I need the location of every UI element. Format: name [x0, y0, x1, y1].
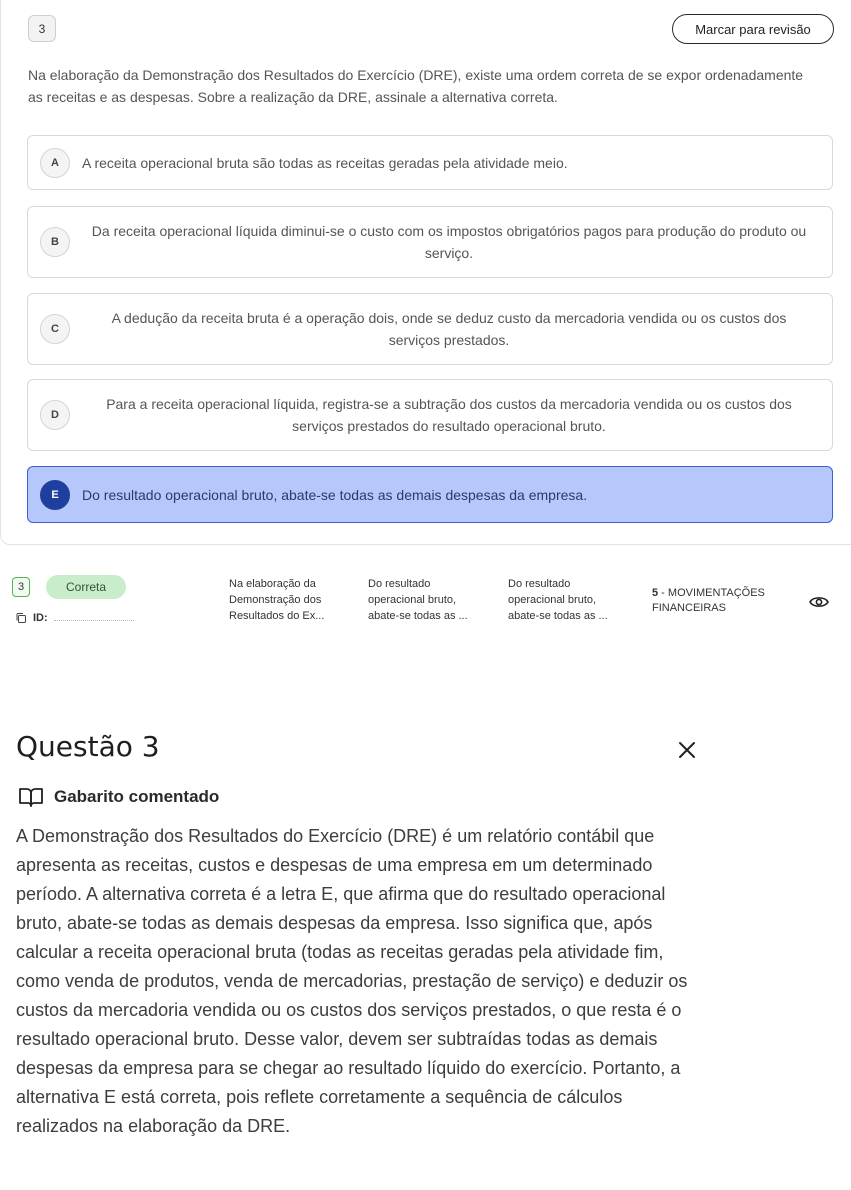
mark-for-review-button[interactable]: Marcar para revisão	[672, 14, 834, 44]
id-value-redacted	[54, 615, 134, 621]
option-letter-d: D	[40, 400, 70, 430]
option-letter-e: E	[40, 480, 70, 510]
commentary-text: A Demonstração dos Resultados do Exercício (DRE) é um relatório contábil que apresenta as receitas, custos e despesas de uma empresa em um determinado período. A alternativa correta é a letra E, que afirma que do resultado operacional bruto, abate-se todas as demais despesas da empresa. Isso significa que, após calcular a receita operacional bruta (todas as receitas geradas pela atividade fim, como venda de produtos, venda de mercadorias, prestação de serviço) e deduzir os custos da mercadoria vendida ou os custos dos serviços prestados, o que resta é o resultado operacional bruto. Desse valor, devem ser subtraídas todas as demais despesas da empresa para se chegar ao resultado líquido do exercício. Portanto, a alternativa E está correta, pois reflete corretamente a sequência de cálculos realizados na elaboração da DRE.	[16, 826, 688, 1136]
result-statement-cell: Na elaboração da Demonstração dos Resultados do Ex...	[229, 578, 325, 622]
option-text-a: A receita operacional bruta são todas as receitas geradas pela atividade meio.	[82, 154, 568, 171]
option-text-d: Para a receita operacional líquida, registra-se a subtração dos custos da mercadoria vendida ou os custos dos serviços prestados do resultado operacional bruto.	[106, 396, 792, 434]
option-d[interactable]	[27, 379, 833, 451]
result-topic-cell	[652, 586, 782, 616]
topic-number: 5	[652, 587, 659, 599]
commentary-title: Questão 3	[16, 730, 160, 763]
topic-name: - MOVIMENTAÇÕES FINANCEIRAS	[652, 587, 765, 614]
copy-icon[interactable]	[15, 612, 27, 624]
question-id	[15, 612, 134, 624]
result-question-number: 3	[12, 577, 30, 597]
option-text-e: Do resultado operacional bruto, abate-se todas as demais despesas da empresa.	[82, 486, 588, 503]
commentary-heading-text: Gabarito comentado	[54, 787, 220, 806]
option-c[interactable]	[27, 293, 833, 365]
status-badge: Correta	[46, 575, 126, 599]
open-book-icon	[18, 786, 44, 808]
option-b[interactable]	[27, 206, 833, 278]
result-answer-given-cell: Do resultado operacional bruto, abate-se todas as ...	[368, 578, 468, 622]
option-text-c: A dedução da receita bruta é a operação dois, onde se deduz custo da mercadoria vendida ou os custos dos serviços prestados.	[111, 310, 787, 348]
question-statement: Na elaboração da Demonstração dos Resultados do Exercício (DRE), existe uma ordem correta de se expor ordenadamente as receitas e as despesas. Sobre a realização da DRE, assinale a alternativa correta.	[28, 67, 804, 105]
result-correct-answer-cell: Do resultado operacional bruto, abate-se todas as ...	[508, 578, 608, 622]
eye-icon[interactable]	[808, 593, 830, 611]
question-number-badge: 3	[28, 15, 56, 42]
id-label: ID:	[33, 612, 48, 624]
option-letter-c: C	[40, 314, 70, 344]
option-a[interactable]	[27, 135, 833, 190]
option-letter-b: B	[40, 227, 70, 257]
option-text-b: Da receita operacional líquida diminui-se o custo com os impostos obrigatórios pagos para produção do produto ou serviço.	[91, 223, 807, 261]
close-icon[interactable]	[676, 739, 698, 761]
question-card	[0, 0, 851, 545]
commentary-heading	[18, 786, 219, 808]
option-letter-a: A	[40, 148, 70, 178]
option-e-selected[interactable]	[27, 466, 833, 523]
